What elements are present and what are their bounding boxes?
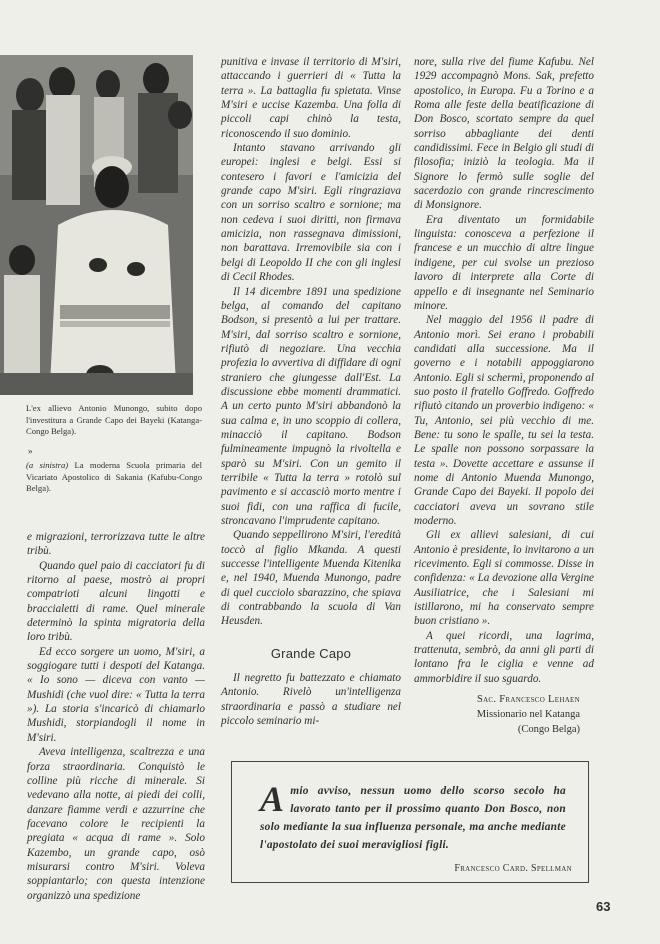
page-number: 63 xyxy=(596,899,611,914)
photo-caption xyxy=(26,403,202,438)
quote-text-block xyxy=(260,779,566,854)
paragraph: Quando quel paio di cacciatori fu di ritorno al paese, mostrò ai propri compatrioti alcuni lingotti e braccialetti di rame. Quel minerale determinò la spinta migratoria della loro tribù. xyxy=(27,559,205,644)
paragraph: Nel maggio del 1956 il padre di Antonio morì. Sei erano i probabili candidati alla successione. Ma il governo e i notabili appoggiarono Antonio. Egli si schermì, proponendo al suo posto il fratello Goffredo. Goffredo rifiutò citando un proverbio indigeno: « Tu, Antonio, sei più vecchio di me. Bene: tu sono le spalle, tu sei la testa. Le spalle non possono sorpassare la testa ». Dovette accettare e assunse il nome di Antonio Muenda Munongo, Grande Capo dei Bayeki. Il popolo dei cacciatori aveva un sovrano stile moderno. xyxy=(414,314,594,527)
chief-investiture-photo xyxy=(0,55,193,395)
author-location: (Congo Belga) xyxy=(517,724,580,736)
right-column xyxy=(414,55,594,737)
quote-author: Francesco Card. Spellman xyxy=(454,863,572,874)
photo-icon xyxy=(0,55,193,395)
paragraph: nore, sulla rive del fiume Kafubu. Nel 1929 accompagnò Mons. Sak, prefetto apostolico, in Europa. Fu a Torino e a Roma alle feste della beatificazione di Don Bosco, scortato sempre da quel sorriso abbagliante dei denti candidissimi. Fece in Belgio gli studi di filosofia; iniziò la teologia. Ma il Signore lo fermò sulle soglie del sacerdozio con grande rincrescimento di Monsignore. xyxy=(414,56,594,212)
caption-text: L'ex allievo Antonio Munongo, subito dopo l'investitura a Grande Capo dei Bayeki (Katanga-Congo Belga). xyxy=(26,403,202,436)
quote-dropcap: A xyxy=(260,779,285,819)
paragraph: A quei ricordi, una lagrima, trattenuta, sembrò, da anni gli parti di lontano fra le ciglia e venne ad ammorbidire il suo sguardo. xyxy=(414,629,594,685)
section-heading: Grande Capo xyxy=(270,645,352,661)
quote-text: mio avviso, nessun uomo dello scorso secolo ha lavorato tanto per il prossimo quanto Don Bosco, non solo mediante la sua influenza personale, ma anche mediante l'apostolato dei suoi meravigliosi figli. xyxy=(260,785,566,851)
middle-column xyxy=(221,55,401,728)
paragraph: Il 14 dicembre 1891 una spedizione belga, al comando del capitano Bodson, si presentò a lui per trattare. M'siri, dal sorriso scaltro e sornione, rifiutò di negoziare. Una vecchia profezia lo avvertiva di diffidare di ogni straniero che giungesse dall'Est. La discussione ebbe momenti drammatici. A un certo punto M'siri abbandonò la sua calma e, in uno scoppio di collera, minacciò il capitano. Bodson fulmineamente impugnò la rivoltella e sparò su M'siri. Con un gemito il terribile « Tutta la terra » rotolò sul pavimento e si accasciò morto mentre i suoi fidi, con una raffica di fucile, stroncavano l'imprudente capitano. xyxy=(221,285,401,527)
paragraph: Era diventato un formidabile linguista: conosceva a perfezione il francese e un mucchio di altre lingue indigene, per cui svolse un prezioso lavoro di interprete alla Corte di appello e di insegnante nel Seminario minore. xyxy=(414,213,594,312)
school-caption xyxy=(26,460,202,495)
paragraph: Intanto stavano arrivando gli europei: inglesi e belgi. Essi si contesero i favori e l'amicizia del grande capo M'siri. Egli ringraziava con un sorriso scaltro e sornione; ma non cedeva i suoi diritti, non firmava amicizia, non rassegnava dimissioni, non barattava. Irremovibile sia con i belgi di Leopoldo II che con gli inglesi di Cecil Rhodes. xyxy=(221,142,401,284)
paragraph: e migrazioni, terrorizzava tutte le altre tribù. xyxy=(27,531,205,558)
caption-separator: » xyxy=(28,446,33,456)
author-signature xyxy=(414,692,594,737)
caption-prefix: (a sinistra) xyxy=(26,460,69,470)
paragraph: Gli ex allievi salesiani, di cui Antonio è presidente, lo invitarono a un ricevimento. Egli si commosse. Disse in confidenza: « La devozione alla Vergine Ausiliatrice, che i Salesiani mi istillarono, mi ha conservato sempre buon cristiano ». xyxy=(414,529,594,628)
quote-box xyxy=(231,761,589,883)
paragraph: Quando seppellirono M'siri, l'eredità toccò al figlio Mkanda. A questi successe l'intelligente Muenda Kitenika e, nel 1940, Muenda Munongo, padre di quel cucciolo sbarazzino, che spiava di contrabbando la scuola di Van Heusden. xyxy=(221,529,401,628)
paragraph: Aveva intelligenza, scaltrezza e una forza straordinaria. Conquistò le colline più ricche di minerale. Si vedevano alla notte, ai piedi dei colli, danzare fiamme verdi e azzurrine che facevano colore le recipienti la pregiata « acqua di rame ». Solo Kazembo, un grande capo, osò misurarsi contro M'siri. Voleva soppiantarlo; con questa intenzione organizzò una spedizione xyxy=(27,746,205,902)
left-column xyxy=(27,530,205,903)
paragraph: Il negretto fu battezzato e chiamato Antonio. Rivelò un'intelligenza straordinaria e passò a studiare nel piccolo seminario mi- xyxy=(221,672,401,728)
author-name: Sac. Francesco Lehaen xyxy=(476,694,580,706)
paragraph: punitiva e invase il territorio di M'siri, attaccando i guerrieri di « Tutta la terra ». La battaglia fu spietata. Vinse M'siri e uccise Kazemba. Una folla di piccoli capi chinò la testa, riconoscendo il suo dominio. xyxy=(221,56,401,140)
caption-text: La moderna Scuola primaria del Vicariato Apostolico di Sakania (Kafubu-Congo Belga). xyxy=(26,460,202,493)
author-role: Missionario nel Katanga xyxy=(476,709,580,721)
paragraph: Ed ecco sorgere un uomo, M'siri, a soggiogare tutti i despoti del Katanga. « Io sono — diceva con vanto — Mushidi (che vuol dire: « Tutta la terra »). La storia s'incaricò di chiamarlo Mushidi, storpiandogli il nome in M'siri. xyxy=(27,645,205,744)
